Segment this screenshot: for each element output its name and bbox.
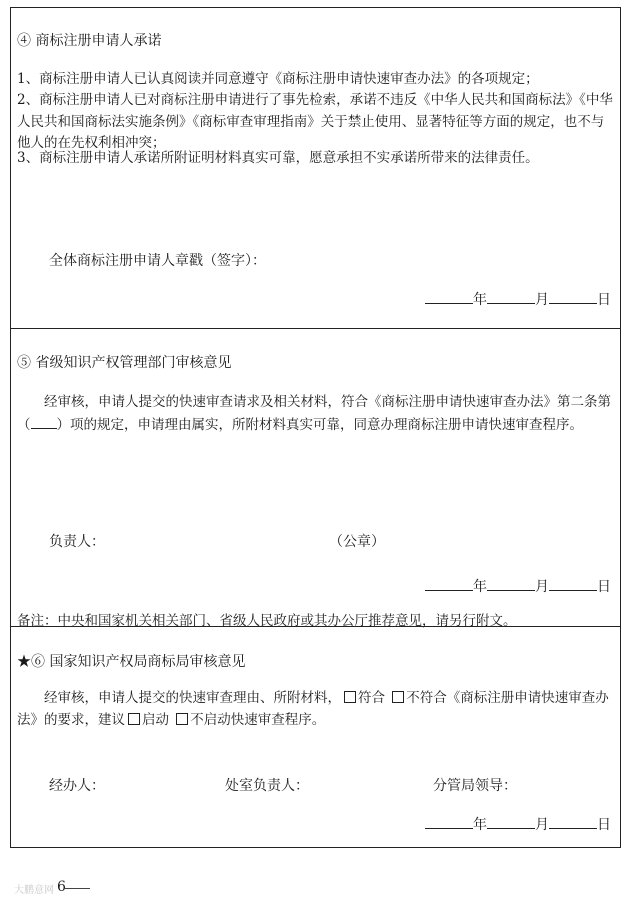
year-blank[interactable]: [425, 289, 473, 304]
bureau-leader-label: 分管局领导：: [433, 778, 517, 794]
application-form: [10, 7, 621, 848]
month-blank[interactable]: [487, 289, 535, 304]
official-seal-label: （公章）: [329, 534, 385, 550]
section-trademark-office-review: [11, 627, 620, 849]
date-line: 年 月 日: [425, 814, 611, 834]
remark-note: 备注：中央和国家机关相关部门、省级人民政府或其办公厅推荐意见，请另行附文。: [17, 613, 517, 629]
commitment-item-2: 2、商标注册申请人已对商标注册申请进行了事先检索，承诺不违反《中华人民共和国商标法》《中华人民共和国商标法实施条例》《商标审查审理指南》关于禁止使用、显著特征等方面的规定，也不与他人的在先权利相冲突；: [17, 92, 613, 151]
day-blank[interactable]: [549, 576, 597, 591]
commitment-item-3: 3、商标注册申请人承诺所附证明材料真实可靠，愿意承担不实承诺所带来的法律责任。: [17, 150, 539, 166]
year-blank[interactable]: [425, 576, 473, 591]
watermark: 大鹏意网: [14, 885, 54, 896]
office-head-label: 处室负责人：: [225, 778, 309, 794]
section-applicant-commitment: [11, 8, 620, 329]
office-review-text: 经审核，申请人提交的快速审查理由、所附材料， 符合 不符合《商标注册申请快速审查办法》的要求，建议 启动 不启动快速审查程序。: [17, 690, 609, 728]
page-number: 6: [57, 879, 66, 895]
item-number-blank[interactable]: [31, 414, 57, 429]
day-blank[interactable]: [549, 814, 597, 829]
section-5-heading: ⑤ 省级知识产权管理部门审核意见: [17, 355, 232, 371]
handler-label: 经办人：: [49, 778, 105, 794]
commitment-item-1: 1、商标注册申请人已认真阅读并同意遵守《商标注册申请快速审查办法》的各项规定；: [17, 71, 539, 87]
month-blank[interactable]: [487, 814, 535, 829]
meet-checkbox[interactable]: [344, 691, 356, 703]
provincial-review-text: 经审核，申请人提交的快速审查请求及相关材料，符合《商标注册申请快速审查办法》第二条第（ ）项的规定，申请理由属实，所附材料真实可靠，同意办理商标注册申请快速审查程序。: [17, 394, 611, 433]
section-4-heading: ④ 商标注册申请人承诺: [17, 33, 162, 49]
year-blank[interactable]: [425, 814, 473, 829]
start-checkbox[interactable]: [128, 713, 140, 725]
responsible-person-label: 负责人：: [49, 534, 105, 550]
section-6-heading: ★⑥ 国家知识产权局商标局审核意见: [17, 654, 246, 670]
section-provincial-review: [11, 329, 620, 627]
not-meet-checkbox[interactable]: [392, 691, 404, 703]
applicant-signature-label: 全体商标注册申请人章戳（签字）：: [49, 253, 266, 269]
day-blank[interactable]: [549, 289, 597, 304]
not-start-checkbox[interactable]: [176, 713, 188, 725]
date-line: 年 月 日: [425, 289, 611, 309]
month-blank[interactable]: [487, 576, 535, 591]
page-number-underline: [64, 888, 90, 889]
date-line: 年 月 日: [425, 576, 611, 596]
